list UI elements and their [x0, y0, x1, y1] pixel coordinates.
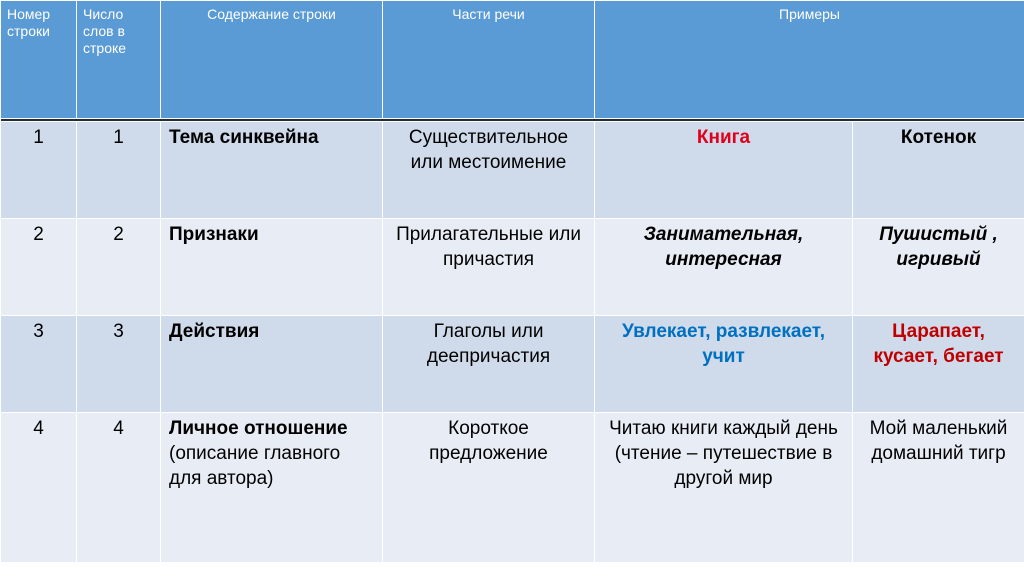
content-title: Тема синквейна [169, 127, 319, 148]
content-title: Действия [169, 321, 260, 342]
header-content: Содержание строки [161, 1, 383, 119]
example-book: Занимательная, интересная [595, 219, 853, 316]
example-book: Увлекает, развлекает, учит [595, 316, 853, 413]
parts-of-speech: Существительное или местоимение [383, 122, 595, 219]
content-description: (описание главного для автора) [169, 443, 341, 489]
word-count: 3 [77, 316, 161, 413]
parts-of-speech: Прилагательные или причастия [383, 219, 595, 316]
row-content [161, 316, 383, 413]
example-book: Книга [595, 122, 853, 219]
row-content [161, 122, 383, 219]
row-number: 2 [1, 219, 77, 316]
header-parts-of-speech: Части речи [383, 1, 595, 119]
example-kitten: Царапает, кусает, бегает [853, 316, 1024, 413]
parts-of-speech: Короткое предложение [383, 413, 595, 563]
content-title: Признаки [169, 224, 259, 245]
header-examples: Примеры [595, 1, 1024, 119]
word-count: 4 [77, 413, 161, 563]
word-count: 1 [77, 122, 161, 219]
word-count: 2 [77, 219, 161, 316]
example-book: Читаю книги каждый день (чтение – путешествие в другой мир [595, 413, 853, 563]
parts-of-speech: Глаголы или деепричастия [383, 316, 595, 413]
row-number: 4 [1, 413, 77, 563]
header-word-count: Число слов в строке [77, 1, 161, 119]
row-content [161, 413, 383, 563]
table-row [1, 413, 1024, 563]
header-row [1, 1, 1024, 119]
content-title: Личное отношение [169, 418, 348, 439]
example-kitten: Котенок [853, 122, 1024, 219]
table-row [1, 316, 1024, 413]
table-row [1, 219, 1024, 316]
row-number: 3 [1, 316, 77, 413]
header-row-number: Номер строки [1, 1, 77, 119]
row-number: 1 [1, 122, 77, 219]
row-content [161, 219, 383, 316]
example-kitten: Пушистый , игривый [853, 219, 1024, 316]
table-row [1, 122, 1024, 219]
example-kitten: Мой маленький домашний тигр [853, 413, 1024, 563]
